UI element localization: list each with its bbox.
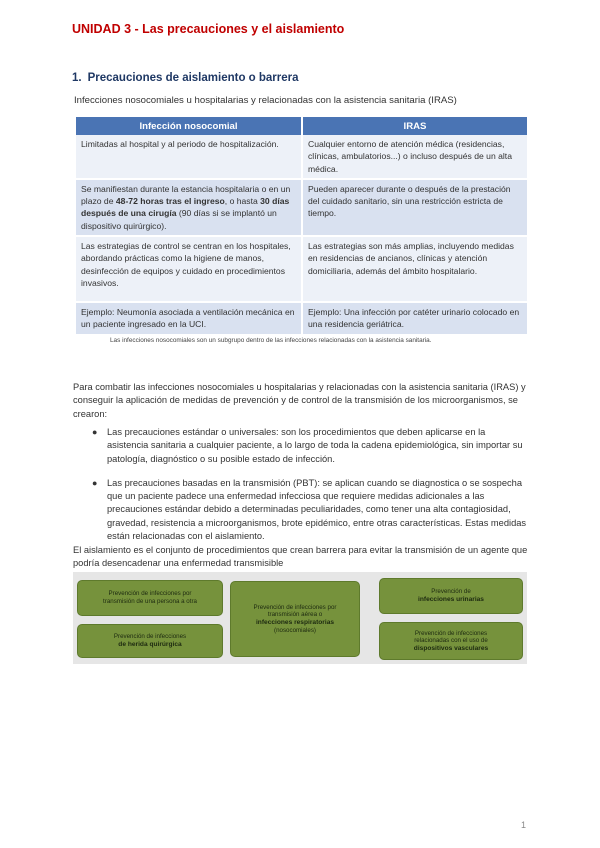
box-text: transmisión aérea o [267, 611, 323, 619]
cell-bold: 48-72 horas tras el ingreso [115, 196, 225, 207]
header-nosocomial: Infección nosocomial [76, 117, 302, 135]
precautions-list [92, 426, 528, 554]
comparison-table [76, 117, 529, 336]
bullet-lead: Las precauciones basadas en la transmisión (PBT) [107, 477, 318, 488]
cell-text: Se manifiestan durante la estancia hospitalaria o en un plazo de [81, 183, 291, 207]
diagram-box-airborne [230, 581, 360, 657]
cell-nosocomial-timing [76, 179, 302, 236]
unit-title: UNIDAD 3 - Las precauciones y el aislamiento [72, 22, 345, 36]
diagram-box-urinary [379, 578, 523, 614]
cell-nosocomial-strategy: Las estrategias de control se centran en los hospitales, abordando prácticas como la higiene de manos, desinfección de equipos y cuidado en procedimientos invasivos. [76, 236, 302, 302]
bullet-icon: ● [92, 477, 98, 488]
header-iras: IRAS [302, 117, 528, 135]
box-text: relacionadas con el uso de [414, 637, 488, 645]
diagram-box-surgical-wound [77, 624, 223, 658]
cell-text: , o hasta [224, 196, 261, 207]
diagram-box-vascular [379, 622, 523, 660]
paragraph-intro-measures: Para combatir las infecciones nosocomiales u hospitalarias y relacionadas con la asistencia sanitaria (IRAS) y conseguir la aplicación de medidas de prevención y de control de la transmisión de los microorganismos, se crearon: [73, 382, 526, 419]
bullet-icon: ● [92, 427, 98, 437]
cell-nosocomial-scope: Limitadas al hospital y al periodo de hospitalización. [76, 135, 302, 179]
intro-text: Infecciones nosocomiales u hospitalarias y relacionadas con la asistencia sanitaria (IRAS) [74, 95, 457, 106]
cell-text: (90 días si se implantó un dispositivo quirúrgico). [81, 208, 277, 231]
list-item [92, 477, 528, 543]
box-text: Prevención de infecciones por [253, 603, 337, 611]
box-text: Prevención de infecciones [414, 629, 488, 637]
cell-iras-scope: Cualquier entorno de atención médica (residencias, clínicas, ambulatorios...) o incluso después de un alta médica. [302, 135, 528, 179]
section-heading [72, 72, 299, 84]
table-row [76, 236, 528, 302]
box-text: dispositivos vasculares [413, 644, 489, 652]
table-header-row [76, 117, 528, 135]
section-title: Precauciones de aislamiento o barrera [87, 72, 299, 84]
cell-iras-timing: Pueden aparecer durante o después de la prestación del cuidado sanitario, sin una restricción estricta de tiempo. [302, 179, 528, 236]
box-text: (nosocomiales) [274, 626, 316, 634]
table-caption: Las infecciones nosocomiales son un subgrupo dentro de las infecciones relacionadas con la asistencia sanitaria. [110, 337, 432, 344]
diagram-box-person-transmission [77, 580, 223, 616]
cell-nosocomial-example: Ejemplo: Neumonía asociada a ventilación mecánica en un paciente ingresado en la UCI. [76, 302, 302, 335]
box-text: Prevención de [431, 588, 471, 596]
box-text: transmisión de una persona a otra [103, 598, 197, 605]
table-row [76, 302, 528, 335]
list-item [92, 426, 528, 466]
cell-iras-strategy: Las estrategias son más amplias, incluyendo medidas en residencias de ancianos, clínicas y atención domiciliaria, además del ámbito hospitalario. [302, 236, 528, 302]
isolation-diagram [73, 572, 527, 664]
box-text: Prevención de infecciones por [108, 590, 192, 598]
section-number: 1. [72, 72, 82, 84]
bullet-lead: Las precauciones estándar o universales [107, 427, 276, 437]
page-number: 1 [520, 820, 526, 830]
cell-iras-example: Ejemplo: Una infección por catéter urinario colocado en una residencia geriátrica. [302, 302, 528, 335]
cell-bold: 30 días después de una cirugía [81, 196, 290, 219]
box-text: de herida quirúrgica [118, 641, 182, 648]
bullet-text: : se aplican cuando se diagnostica o se sospecha que un paciente padece una enfermedad infecciosa que requiere medidas adicionales a las precauciones estándar debido a determinadas peculiaridades, como tener una alta contagiosidad, gravedad, resistencia a microorganismos, brote epidémico, entre otras características. Estas medidas están relacionadas con el aislamiento. [107, 477, 527, 542]
bullet-text: : son los procedimientos que deben aplicarse en la asistencia sanitaria a cualquier paciente, a lo largo de toda la cadena epidemiológica, sin importar su patología, diagnóstico o su posible estado de infección. [107, 427, 523, 464]
table-row [76, 135, 528, 179]
box-text: infecciones urinarias [418, 596, 484, 603]
box-text: infecciones respiratorias [255, 619, 335, 626]
table-row [76, 179, 528, 236]
paragraph-isolation: El aislamiento es el conjunto de procedimientos que crean barrera para evitar la transmisión de un agente que podría desencadenar una enfermedad transmisible [73, 545, 528, 569]
box-text: Prevención de infecciones [113, 633, 187, 641]
